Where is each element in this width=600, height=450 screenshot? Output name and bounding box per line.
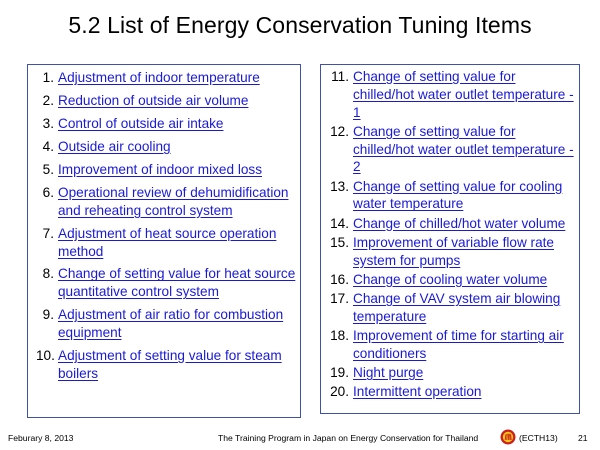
item-number: 20. xyxy=(330,384,349,400)
tuning-item-link[interactable]: Adjustment of indoor temperature xyxy=(58,70,260,85)
tuning-item xyxy=(325,327,575,363)
item-number: 8. xyxy=(42,266,54,282)
tuning-item-link[interactable]: Improvement of time for starting air conditioners xyxy=(353,327,564,361)
item-number: 9. xyxy=(42,307,54,323)
item-number: 10. xyxy=(36,348,55,364)
item-number: 19. xyxy=(330,364,349,380)
tuning-item xyxy=(36,306,296,342)
tuning-item-link[interactable]: Adjustment of setting value for steam boilers xyxy=(58,348,282,381)
page-number: 21 xyxy=(578,433,588,443)
tuning-item xyxy=(325,234,575,270)
item-number: 3. xyxy=(42,115,54,131)
tuning-item-link[interactable]: Change of setting value for chilled/hot water outlet temperature - 2 xyxy=(353,123,574,175)
item-number: 12. xyxy=(330,123,349,139)
item-number: 5. xyxy=(42,161,54,177)
tuning-item-link[interactable]: Change of cooling water volume xyxy=(353,271,548,287)
tuning-item-link[interactable]: Change of setting value for heat source quantitative control system xyxy=(58,266,296,300)
tuning-item xyxy=(36,138,296,156)
tuning-item xyxy=(36,161,296,179)
tuning-item-link[interactable]: Improvement of variable flow rate system for pumps xyxy=(353,234,554,268)
tuning-item xyxy=(36,184,296,220)
item-number: 2. xyxy=(42,92,54,108)
item-number: 13. xyxy=(330,178,349,194)
tuning-item-link[interactable]: Control of outside air intake xyxy=(58,115,224,131)
tuning-item-link[interactable]: Change of setting value for chilled/hot water outlet temperature - 1 xyxy=(353,69,574,120)
tuning-items-box-left xyxy=(27,64,301,418)
item-number: 11. xyxy=(331,69,349,84)
tuning-item xyxy=(325,383,575,401)
tuning-item xyxy=(325,178,575,214)
tuning-item-link[interactable]: Improvement of indoor mixed loss xyxy=(58,161,262,177)
tuning-item xyxy=(36,115,296,133)
tuning-item xyxy=(325,271,575,289)
item-number: 18. xyxy=(330,327,349,343)
tuning-item-link[interactable]: Adjustment of heat source operation method xyxy=(58,225,277,259)
tuning-item-link[interactable]: Operational review of dehumidification and reheating control system xyxy=(58,184,289,218)
footer-date: Feburary 8, 2013 xyxy=(8,433,74,443)
item-number: 15. xyxy=(330,234,349,250)
tuning-items-list-left xyxy=(36,69,296,383)
tuning-item-link[interactable]: Outside air cooling xyxy=(58,138,171,154)
tuning-item-link[interactable]: Change of chilled/hot water volume xyxy=(353,215,566,231)
tuning-item-link[interactable]: Night purge xyxy=(353,364,424,380)
footer-program-name: The Training Program in Japan on Energy Conservation for Thailand xyxy=(218,433,479,443)
tuning-item-link[interactable]: Adjustment of air ratio for combustion equipment xyxy=(58,307,284,341)
item-number: 14. xyxy=(330,215,349,231)
tuning-item xyxy=(325,123,575,176)
tuning-item-link[interactable]: Reduction of outside air volume xyxy=(58,92,249,108)
tuning-item xyxy=(36,265,296,301)
tuning-item-link[interactable]: Change of setting value for cooling water temperature xyxy=(353,178,563,212)
item-number: 7. xyxy=(42,225,54,241)
footer-course-code: (ECTH13) xyxy=(519,433,558,443)
tuning-item xyxy=(36,347,296,383)
tuning-item-link[interactable]: Intermittent operation xyxy=(353,384,482,400)
item-number: 17. xyxy=(330,290,349,306)
tuning-item xyxy=(36,69,296,87)
asean-emblem-icon xyxy=(500,429,516,445)
page-title: 5.2 List of Energy Conservation Tuning Items xyxy=(68,12,532,38)
tuning-item xyxy=(325,68,575,121)
tuning-item xyxy=(325,364,575,382)
item-number: 6. xyxy=(42,184,54,200)
item-number: 4. xyxy=(42,138,54,154)
tuning-item-link[interactable]: Change of VAV system air blowing temperature xyxy=(353,290,561,324)
tuning-items-list-right xyxy=(325,68,575,401)
tuning-item xyxy=(36,92,296,110)
tuning-item xyxy=(325,290,575,326)
item-number: 16. xyxy=(330,271,349,287)
tuning-items-box-right xyxy=(320,64,580,414)
tuning-item xyxy=(325,215,575,233)
tuning-item xyxy=(36,225,296,261)
item-number: 1. xyxy=(42,70,54,85)
